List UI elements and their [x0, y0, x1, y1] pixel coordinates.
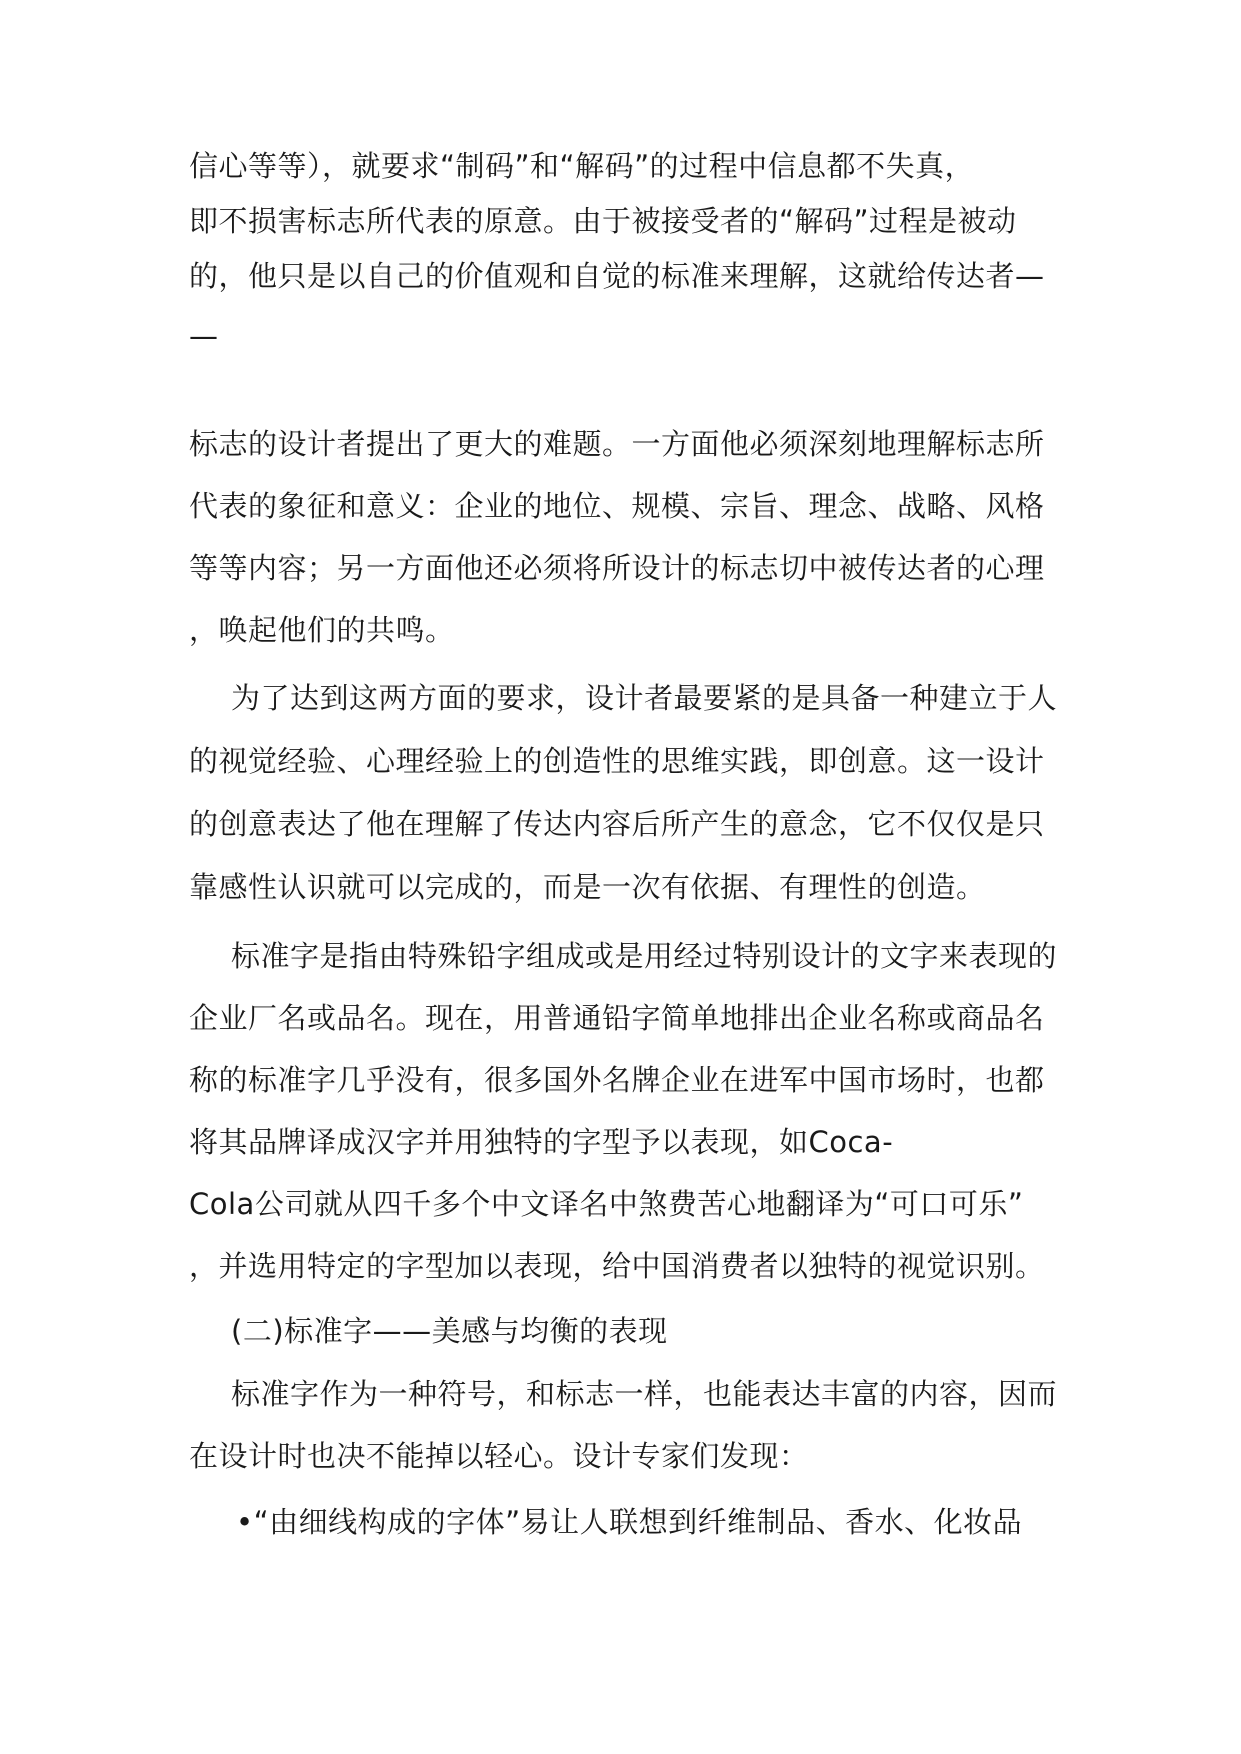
text-line: ，并选用特定的字型加以表现，给中国消费者以独特的视觉识别。: [189, 1249, 1045, 1283]
text-line: 在设计时也决不能掉以轻心。设计专家们发现：: [189, 1439, 809, 1473]
bullet-list-item: •“由细线构成的字体”易让人联想到纤维制品、香水、化妆品: [236, 1505, 1023, 1539]
text-line: 企业厂名或品名。现在，用普通铅字简单地排出企业名称或商品名: [189, 1001, 1045, 1035]
text-line: 将其品牌译成汉字并用独特的字型予以表现，如Coca-: [189, 1125, 894, 1159]
text-line: 的视觉经验、心理经验上的创造性的思维实践，即创意。这一设计: [189, 744, 1045, 778]
text-line: 靠感性认识就可以完成的，而是一次有依据、有理性的创造。: [189, 870, 986, 904]
text-line: 标志的设计者提出了更大的难题。一方面他必须深刻地理解标志所: [189, 427, 1045, 461]
paragraph-first-line: 标准字作为一种符号，和标志一样，也能表达丰富的内容，因而: [231, 1377, 1058, 1411]
text-line: ，唤起他们的共鸣。: [189, 613, 455, 647]
paragraph-first-line: 为了达到这两方面的要求，设计者最要紧的是具备一种建立于人: [231, 681, 1058, 715]
text-line: 称的标准字几乎没有，很多国外名牌企业在进军中国市场时，也都: [189, 1063, 1045, 1097]
text-line: Cola公司就从四千多个中文译名中煞费苦心地翻译为“可口可乐”: [189, 1187, 1024, 1221]
text-line: 等等内容；另一方面他还必须将所设计的标志切中被传达者的心理: [189, 551, 1045, 585]
section-heading: (二)标准字——美感与均衡的表现: [231, 1314, 668, 1348]
text-line: 的创意表达了他在理解了传达内容后所产生的意念，它不仅仅是只: [189, 807, 1045, 841]
text-line: 的，他只是以自己的价值观和自觉的标准来理解，这就给传达者—: [189, 259, 1045, 293]
paragraph-first-line: 标准字是指由特殊铅字组成或是用经过特别设计的文字来表现的: [231, 939, 1058, 973]
text-line: 信心等等），就要求“制码”和“解码”的过程中信息都不失真，: [189, 149, 975, 183]
text-line: 代表的象征和意义：企业的地位、规模、宗旨、理念、战略、风格: [189, 489, 1045, 523]
text-line: 即不损害标志所代表的原意。由于被接受者的“解码”过程是被动: [189, 204, 1017, 238]
text-line: —: [189, 319, 219, 353]
